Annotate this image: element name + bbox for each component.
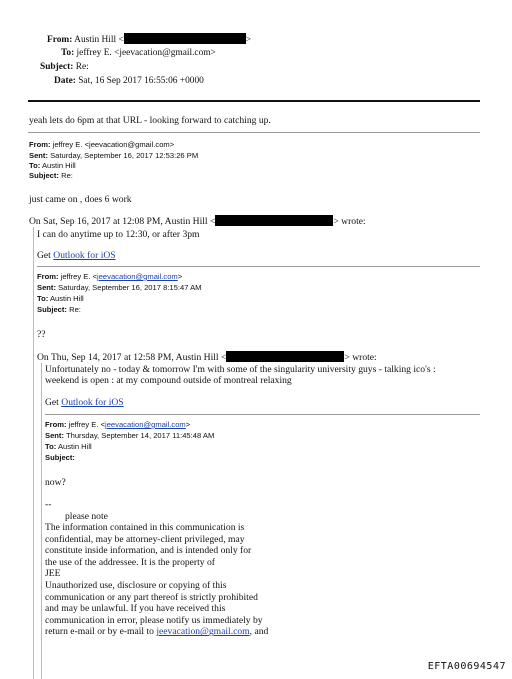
email-link[interactable]: jeevacation@gmail.com — [156, 626, 250, 638]
quote1-to: To: Austin Hill — [29, 161, 76, 170]
quote2-wrote: On Sat, Sep 16, 2017 at 12:08 PM, Austin Hill < > wrote: — [29, 216, 366, 227]
quote1-from: From: jeffrey E. <jeevacation@gmail.com> — [29, 140, 175, 149]
quote4-get-outlook: Get Outlook for iOS — [45, 397, 124, 408]
header-divider — [28, 100, 480, 102]
quote3-subject: Subject: Re: — [37, 305, 81, 314]
quote5-subject: Subject: — [45, 453, 75, 462]
header-date: Date: Sat, 16 Sep 2017 16:55:06 +0000 — [54, 76, 204, 86]
quote5-sent: Sent: Thursday, September 14, 2017 11:45:48 AM — [45, 431, 215, 440]
header-from: From: Austin Hill < > — [47, 35, 252, 45]
email-link[interactable]: jeevacation@gmail.com — [105, 420, 186, 429]
message-body: yeah lets do 6pm at that URL - looking forward to catching up. — [29, 115, 271, 126]
outlook-ios-link[interactable]: Outlook for iOS — [53, 250, 116, 261]
divider — [28, 132, 480, 133]
quote3-sent: Sent: Saturday, September 16, 2017 8:15:47 AM — [37, 283, 202, 292]
please-note: please note — [65, 511, 108, 522]
divider — [45, 414, 480, 415]
signature-dash: -- — [45, 499, 52, 510]
quote3-from: From: jeffrey E. <jeevacation@gmail.com> — [37, 272, 183, 281]
header-subject: Subject: Re: — [40, 62, 89, 72]
quote4-wrote: On Thu, Sep 14, 2017 at 12:58 PM, Austin Hill < > wrote: — [37, 352, 377, 363]
redaction-box — [124, 33, 246, 44]
divider — [37, 266, 480, 267]
quote1-sent: Sent: Saturday, September 16, 2017 12:53:26 PM — [29, 151, 199, 160]
document-id: EFTA00694547 — [427, 661, 506, 672]
header-to: To: jeffrey E. <jeevacation@gmail.com> — [61, 48, 216, 58]
outlook-ios-link[interactable]: Outlook for iOS — [61, 397, 124, 408]
redaction-box — [226, 351, 344, 362]
quote4-body-line2: weekend is open : at my compound outside of montreal relaxing — [45, 375, 292, 386]
disclaimer: The information contained in this communication is confidential, may be attorney-client privileged, may constitute inside information, and is intended only for the use of the addressee. It is the property of JEE Unauthorized use, disclosure or copying of this communication or any part thereof is strictly prohibited and may be unlawful. If you have received this communication in error, please notify us immediately by return e-mail or by e-mail to jeevacation@gmail.com, and — [45, 522, 269, 638]
quote3-body: ?? — [37, 329, 46, 340]
quote2-body: I can do anytime up to 12:30, or after 3pm — [37, 229, 200, 240]
quote5-from: From: jeffrey E. <jeevacation@gmail.com> — [45, 420, 191, 429]
quote4-body-line1: Unfortunately no - today & tomorrow I'm with some of the singularity university guys - talking ico's : — [45, 364, 436, 375]
redaction-box — [215, 215, 333, 226]
quote3-to: To: Austin Hill — [37, 294, 84, 303]
quote5-body: now? — [45, 477, 66, 488]
quote1-body: just came on , does 6 work — [29, 194, 132, 205]
quote2-get-outlook: Get Outlook for iOS — [37, 250, 116, 261]
quote-bar — [41, 363, 42, 679]
email-link[interactable]: jeevacation@gmail.com — [97, 272, 178, 281]
quote5-to: To: Austin Hill — [45, 442, 92, 451]
quote-bar — [33, 227, 34, 679]
quote1-subject: Subject: Re: — [29, 171, 73, 180]
